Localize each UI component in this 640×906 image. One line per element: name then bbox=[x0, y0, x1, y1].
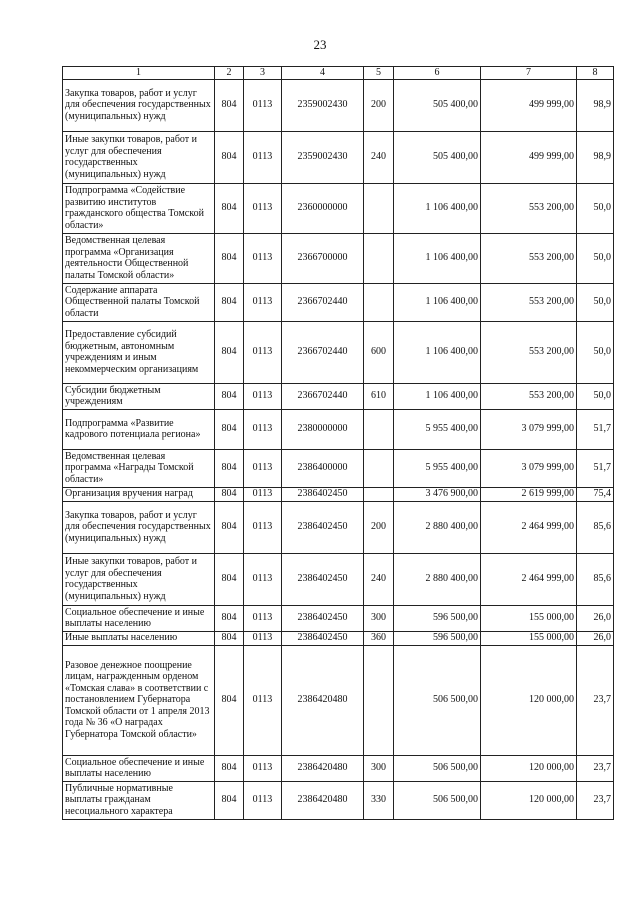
row-col6: 596 500,00 bbox=[394, 605, 481, 631]
row-col4: 2386400000 bbox=[282, 449, 364, 487]
row-col7: 120 000,00 bbox=[481, 645, 577, 755]
row-col7: 2 464 999,00 bbox=[481, 501, 577, 553]
row-col3: 0113 bbox=[244, 781, 282, 819]
row-name: Подпрограмма «Содействие развитию институтов гражданского общества Томской области» bbox=[63, 183, 215, 233]
row-col2: 804 bbox=[215, 449, 244, 487]
row-col5: 200 bbox=[364, 79, 394, 131]
table-row bbox=[63, 383, 614, 409]
row-col8: 50,0 bbox=[577, 283, 614, 321]
row-col3: 0113 bbox=[244, 501, 282, 553]
row-col5: 600 bbox=[364, 321, 394, 383]
row-col5: 300 bbox=[364, 605, 394, 631]
row-col6: 506 500,00 bbox=[394, 755, 481, 781]
row-col4: 2366700000 bbox=[282, 233, 364, 283]
row-col2: 804 bbox=[215, 781, 244, 819]
row-col6: 1 106 400,00 bbox=[394, 321, 481, 383]
row-col5 bbox=[364, 183, 394, 233]
row-col2: 804 bbox=[215, 233, 244, 283]
row-name: Социальное обеспечение и иные выплаты населению bbox=[63, 755, 215, 781]
row-col8: 26,0 bbox=[577, 631, 614, 645]
table-row bbox=[63, 449, 614, 487]
row-col8: 50,0 bbox=[577, 321, 614, 383]
row-col5: 330 bbox=[364, 781, 394, 819]
col-header-6: 6 bbox=[394, 67, 481, 80]
row-col3: 0113 bbox=[244, 283, 282, 321]
row-col6: 1 106 400,00 bbox=[394, 383, 481, 409]
row-col3: 0113 bbox=[244, 553, 282, 605]
col-header-8: 8 bbox=[577, 67, 614, 80]
row-col5: 300 bbox=[364, 755, 394, 781]
row-col4: 2386402450 bbox=[282, 605, 364, 631]
row-col6: 1 106 400,00 bbox=[394, 283, 481, 321]
row-col7: 499 999,00 bbox=[481, 79, 577, 131]
row-col4: 2359002430 bbox=[282, 131, 364, 183]
row-col7: 120 000,00 bbox=[481, 755, 577, 781]
row-col5 bbox=[364, 409, 394, 449]
row-col4: 2366702440 bbox=[282, 383, 364, 409]
row-col4: 2366702440 bbox=[282, 283, 364, 321]
col-header-4: 4 bbox=[282, 67, 364, 80]
header-row bbox=[63, 67, 614, 80]
row-col8: 75,4 bbox=[577, 487, 614, 501]
row-col5 bbox=[364, 487, 394, 501]
row-col2: 804 bbox=[215, 409, 244, 449]
row-name: Организация вручения наград bbox=[63, 487, 215, 501]
row-col8: 23,7 bbox=[577, 645, 614, 755]
table-row bbox=[63, 487, 614, 501]
row-col8: 51,7 bbox=[577, 449, 614, 487]
row-col5: 240 bbox=[364, 553, 394, 605]
row-name: Социальное обеспечение и иные выплаты населению bbox=[63, 605, 215, 631]
row-col2: 804 bbox=[215, 183, 244, 233]
row-col3: 0113 bbox=[244, 645, 282, 755]
table-row bbox=[63, 605, 614, 631]
page-number: 23 bbox=[313, 37, 327, 52]
row-col3: 0113 bbox=[244, 321, 282, 383]
row-col5: 200 bbox=[364, 501, 394, 553]
row-col7: 553 200,00 bbox=[481, 321, 577, 383]
row-col6: 506 500,00 bbox=[394, 781, 481, 819]
row-col3: 0113 bbox=[244, 487, 282, 501]
row-col2: 804 bbox=[215, 553, 244, 605]
row-col5 bbox=[364, 283, 394, 321]
row-col7: 120 000,00 bbox=[481, 781, 577, 819]
table-row bbox=[63, 781, 614, 819]
table-row bbox=[63, 321, 614, 383]
col-header-3: 3 bbox=[244, 67, 282, 80]
row-col4: 2386402450 bbox=[282, 487, 364, 501]
budget-table bbox=[62, 66, 614, 820]
row-col4: 2386402450 bbox=[282, 553, 364, 605]
col-header-1: 1 bbox=[63, 67, 215, 80]
row-col5 bbox=[364, 449, 394, 487]
row-col4: 2386420480 bbox=[282, 781, 364, 819]
row-col5 bbox=[364, 645, 394, 755]
row-col2: 804 bbox=[215, 131, 244, 183]
row-col6: 1 106 400,00 bbox=[394, 233, 481, 283]
row-col2: 804 bbox=[215, 283, 244, 321]
row-col2: 804 bbox=[215, 321, 244, 383]
row-col2: 804 bbox=[215, 755, 244, 781]
row-col8: 23,7 bbox=[577, 781, 614, 819]
row-col7: 553 200,00 bbox=[481, 233, 577, 283]
row-col6: 5 955 400,00 bbox=[394, 409, 481, 449]
row-col5: 360 bbox=[364, 631, 394, 645]
row-col4: 2386402450 bbox=[282, 631, 364, 645]
row-col6: 2 880 400,00 bbox=[394, 553, 481, 605]
row-col2: 804 bbox=[215, 383, 244, 409]
row-name: Иные выплаты населению bbox=[63, 631, 215, 645]
row-name: Закупка товаров, работ и услуг для обеспечения государственных (муниципальных) нужд bbox=[63, 79, 215, 131]
row-name: Подпрограмма «Развитие кадрового потенциала региона» bbox=[63, 409, 215, 449]
row-col8: 51,7 bbox=[577, 409, 614, 449]
row-col6: 505 400,00 bbox=[394, 131, 481, 183]
row-col8: 98,9 bbox=[577, 79, 614, 131]
row-col3: 0113 bbox=[244, 183, 282, 233]
row-col7: 499 999,00 bbox=[481, 131, 577, 183]
row-col7: 3 079 999,00 bbox=[481, 449, 577, 487]
table-row bbox=[63, 553, 614, 605]
table-row bbox=[63, 755, 614, 781]
row-col5: 610 bbox=[364, 383, 394, 409]
row-col3: 0113 bbox=[244, 233, 282, 283]
table-row bbox=[63, 645, 614, 755]
row-name: Иные закупки товаров, работ и услуг для обеспечения государственных (муниципальных) нужд bbox=[63, 131, 215, 183]
row-col8: 50,0 bbox=[577, 233, 614, 283]
row-col8: 85,6 bbox=[577, 553, 614, 605]
row-col6: 505 400,00 bbox=[394, 79, 481, 131]
row-col8: 26,0 bbox=[577, 605, 614, 631]
row-col7: 3 079 999,00 bbox=[481, 409, 577, 449]
row-col7: 155 000,00 bbox=[481, 631, 577, 645]
table-row bbox=[63, 79, 614, 131]
row-col8: 50,0 bbox=[577, 183, 614, 233]
table-row bbox=[63, 283, 614, 321]
row-name: Разовое денежное поощрение лицам, награжденным орденом «Томская слава» в соответствии с постановлением Губернатора Томской области от 1 апреля 2013 года № 36 «О наградах Губернатора Томской области» bbox=[63, 645, 215, 755]
table-row bbox=[63, 183, 614, 233]
row-col3: 0113 bbox=[244, 605, 282, 631]
row-col5 bbox=[364, 233, 394, 283]
row-col7: 2 619 999,00 bbox=[481, 487, 577, 501]
row-col4: 2360000000 bbox=[282, 183, 364, 233]
row-col7: 155 000,00 bbox=[481, 605, 577, 631]
row-col4: 2386420480 bbox=[282, 645, 364, 755]
row-col3: 0113 bbox=[244, 383, 282, 409]
row-col3: 0113 bbox=[244, 131, 282, 183]
row-col8: 23,7 bbox=[577, 755, 614, 781]
row-col6: 5 955 400,00 bbox=[394, 449, 481, 487]
table-row bbox=[63, 631, 614, 645]
row-col3: 0113 bbox=[244, 631, 282, 645]
row-col4: 2380000000 bbox=[282, 409, 364, 449]
row-col2: 804 bbox=[215, 631, 244, 645]
row-col6: 596 500,00 bbox=[394, 631, 481, 645]
table-row bbox=[63, 131, 614, 183]
table-body bbox=[63, 79, 614, 819]
row-name: Содержание аппарата Общественной палаты Томской области bbox=[63, 283, 215, 321]
row-col2: 804 bbox=[215, 79, 244, 131]
row-col5: 240 bbox=[364, 131, 394, 183]
row-col3: 0113 bbox=[244, 755, 282, 781]
row-col3: 0113 bbox=[244, 409, 282, 449]
table-row bbox=[63, 409, 614, 449]
table-row bbox=[63, 233, 614, 283]
row-col7: 2 464 999,00 bbox=[481, 553, 577, 605]
row-name: Публичные нормативные выплаты гражданам несоциального характера bbox=[63, 781, 215, 819]
table-row bbox=[63, 501, 614, 553]
row-col6: 506 500,00 bbox=[394, 645, 481, 755]
row-col8: 98,9 bbox=[577, 131, 614, 183]
row-name: Ведомственная целевая программа «Награды Томской области» bbox=[63, 449, 215, 487]
col-header-7: 7 bbox=[481, 67, 577, 80]
row-name: Иные закупки товаров, работ и услуг для обеспечения государственных (муниципальных) нужд bbox=[63, 553, 215, 605]
row-col3: 0113 bbox=[244, 449, 282, 487]
row-col8: 85,6 bbox=[577, 501, 614, 553]
row-name: Закупка товаров, работ и услуг для обеспечения государственных (муниципальных) нужд bbox=[63, 501, 215, 553]
row-col7: 553 200,00 bbox=[481, 383, 577, 409]
row-name: Ведомственная целевая программа «Организация деятельности Общественной палаты Томской области» bbox=[63, 233, 215, 283]
row-col6: 3 476 900,00 bbox=[394, 487, 481, 501]
row-col6: 1 106 400,00 bbox=[394, 183, 481, 233]
row-col4: 2386420480 bbox=[282, 755, 364, 781]
row-col2: 804 bbox=[215, 605, 244, 631]
row-col2: 804 bbox=[215, 645, 244, 755]
row-col4: 2366702440 bbox=[282, 321, 364, 383]
row-name: Предоставление субсидий бюджетным, автономным учреждениям и иным некоммерческим организациям bbox=[63, 321, 215, 383]
col-header-2: 2 bbox=[215, 67, 244, 80]
row-col3: 0113 bbox=[244, 79, 282, 131]
row-col2: 804 bbox=[215, 501, 244, 553]
row-col7: 553 200,00 bbox=[481, 183, 577, 233]
col-header-5: 5 bbox=[364, 67, 394, 80]
row-col8: 50,0 bbox=[577, 383, 614, 409]
row-col4: 2386402450 bbox=[282, 501, 364, 553]
row-col4: 2359002430 bbox=[282, 79, 364, 131]
row-col2: 804 bbox=[215, 487, 244, 501]
row-name: Субсидии бюджетным учреждениям bbox=[63, 383, 215, 409]
row-col7: 553 200,00 bbox=[481, 283, 577, 321]
row-col6: 2 880 400,00 bbox=[394, 501, 481, 553]
